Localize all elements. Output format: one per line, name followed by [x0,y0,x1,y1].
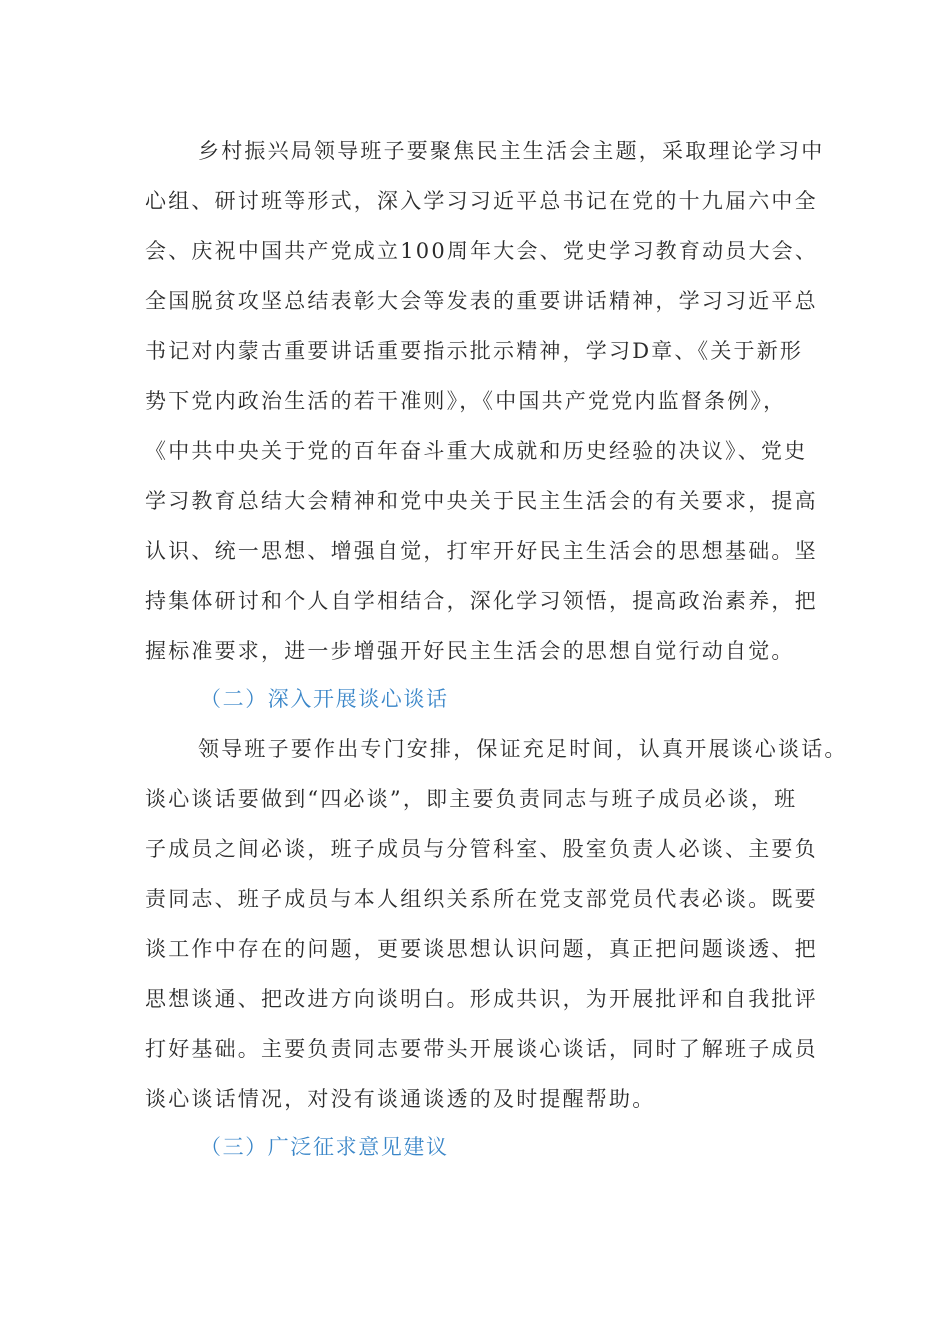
paragraph1-line-4: 全国脱贫攻坚总结表彰大会等发表的重要讲话精神，学习习近平总 [145,289,818,313]
paragraph1-line-9: 认识、统一思想、增强自觉，打牢开好民主生活会的思想基础。坚 [145,539,818,563]
section-heading-2: （二）深入开展谈心谈话 [200,687,449,711]
paragraph2-line-2: 谈心谈话要做到“四必谈”，即主要负责同志与班子成员必谈，班 [145,787,798,811]
paragraph1-line-3: 会、庆祝中国共产党成立100周年大会、党史学习教育动员大会、 [145,239,819,263]
paragraph1-line-10: 持集体研讨和个人自学相结合，深化学习领悟，提高政治素养，把 [145,589,818,613]
paragraph1-line-11: 握标准要求，进一步增强开好民主生活会的思想自觉行动自觉。 [145,639,795,663]
section-heading-3: （三）广泛征求意见建议 [200,1135,449,1159]
paragraph1-line-6: 势下党内政治生活的若干准则》，《中国共产党党内监督条例》， [145,389,787,413]
paragraph2-line-6: 思想谈通、把改进方向谈明白。形成共识，为开展批评和自我批评 [145,987,818,1011]
paragraph2-line-8: 谈心谈话情况，对没有谈通谈透的及时提醒帮助。 [145,1087,656,1111]
paragraph1-line-2: 心组、研讨班等形式，深入学习习近平总书记在党的十九届六中全 [145,189,818,213]
paragraph1-line-7: 《中共中央关于党的百年奋斗重大成就和历史经验的决议》、党史 [145,439,808,463]
paragraph2-line-4: 责同志、班子成员与本人组织关系所在党支部党员代表必谈。既要 [145,887,818,911]
paragraph2-line-7: 打好基础。主要负责同志要带头开展谈心谈话，同时了解班子成员 [145,1037,818,1061]
paragraph1-line-8: 学习教育总结大会精神和党中央关于民主生活会的有关要求，提高 [145,489,818,513]
paragraph2-line-1: 领导班子要作出专门安排，保证充足时间，认真开展谈心谈话。 [198,737,848,761]
paragraph1-line-1: 乡村振兴局领导班子要聚焦民主生活会主题，采取理论学习中 [198,139,825,163]
paragraph2-line-3: 子成员之间必谈，班子成员与分管科室、股室负责人必谈、主要负 [145,837,818,861]
paragraph2-line-5: 谈工作中存在的问题，更要谈思想认识问题，真正把问题谈透、把 [145,937,818,961]
paragraph1-line-5: 书记对内蒙古重要讲话重要指示批示精神，学习D章、《关于新形 [145,339,804,363]
